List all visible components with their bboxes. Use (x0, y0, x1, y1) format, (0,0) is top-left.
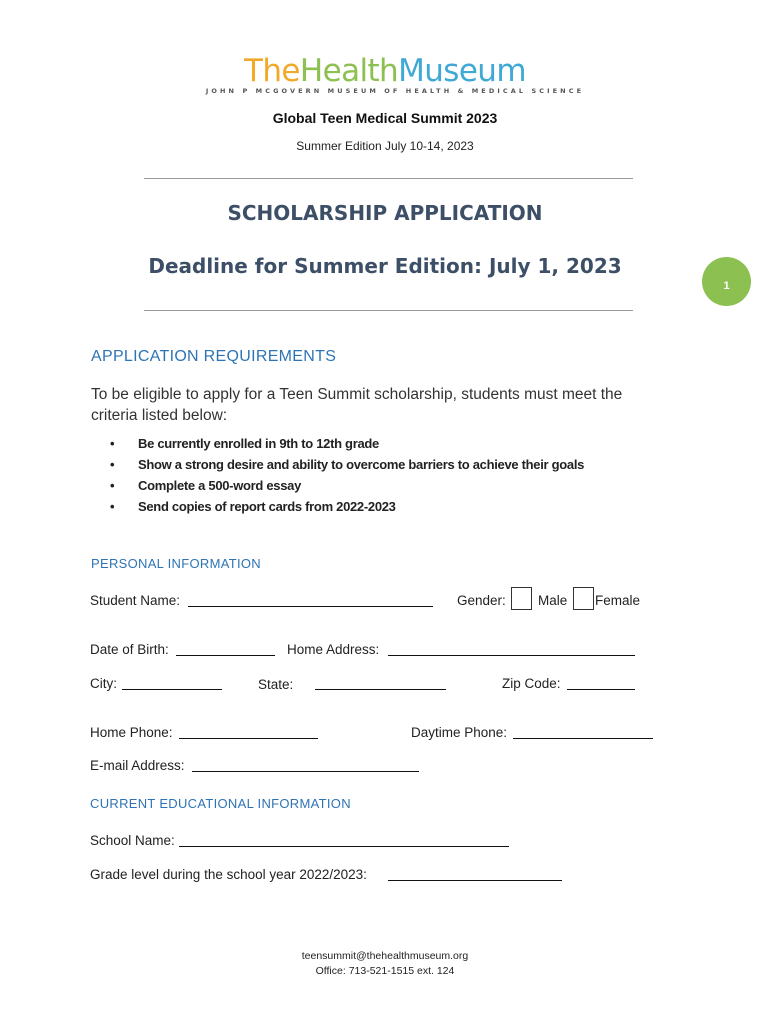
female-checkbox[interactable] (573, 587, 594, 610)
school-name-label: School Name: (90, 833, 175, 848)
city-label: City: (90, 676, 117, 691)
requirements-list (110, 433, 584, 517)
female-label: Female (595, 593, 641, 608)
city-field[interactable] (122, 689, 222, 690)
requirements-heading: APPLICATION REQUIREMENTS (91, 348, 337, 365)
male-checkbox[interactable] (511, 587, 532, 610)
school-name-field[interactable] (179, 846, 509, 847)
logo-the: The (244, 53, 300, 89)
logo-wordmark (0, 54, 770, 88)
dob-field[interactable] (176, 655, 275, 656)
home-address-label: Home Address: (287, 642, 380, 657)
application-title: SCHOLARSHIP APPLICATION (227, 201, 543, 225)
zip-code-field[interactable] (567, 689, 635, 690)
home-address-field[interactable] (388, 655, 635, 656)
list-item: • Send copies of report cards from 2022-2023 (110, 496, 584, 517)
deadline-heading: Deadline for Summer Edition: July 1, 2023 (148, 254, 622, 278)
gender-label: Gender: (457, 593, 506, 608)
logo-museum: Museum (398, 53, 526, 89)
zip-code-label: Zip Code: (502, 676, 561, 691)
list-item: • Be currently enrolled in 9th to 12th grade (110, 433, 584, 454)
divider-bottom (144, 310, 633, 311)
event-subtitle: Summer Edition July 10-14, 2023 (296, 139, 474, 153)
dob-label: Date of Birth: (90, 642, 169, 657)
education-heading: CURRENT EDUCATIONAL INFORMATION (90, 796, 351, 811)
student-name-field[interactable] (188, 606, 433, 607)
museum-logo (0, 54, 770, 95)
email-label: E-mail Address: (90, 758, 185, 773)
page-number-badge: 1 (702, 257, 751, 306)
footer-email[interactable]: teensummit@thehealthmuseum.org (301, 950, 469, 962)
home-phone-label: Home Phone: (90, 725, 173, 740)
daytime-phone-field[interactable] (513, 738, 653, 739)
student-name-label: Student Name: (90, 593, 181, 608)
list-item: • Show a strong desire and ability to overcome barriers to achieve their goals (110, 454, 584, 475)
list-item: • Complete a 500-word essay (110, 475, 584, 496)
state-label: State: (258, 677, 294, 692)
event-title: Global Teen Medical Summit 2023 (272, 110, 498, 126)
footer-office: Office: 713-521-1515 ext. 124 (315, 965, 455, 977)
divider-top (144, 178, 633, 179)
state-field[interactable] (315, 689, 446, 690)
daytime-phone-label: Daytime Phone: (411, 725, 508, 740)
email-field[interactable] (192, 771, 419, 772)
male-label: Male (538, 593, 568, 608)
personal-info-heading: PERSONAL INFORMATION (91, 556, 261, 571)
grade-level-field[interactable] (388, 880, 562, 881)
home-phone-field[interactable] (179, 738, 318, 739)
logo-subtitle: JOHN P MCGOVERN MUSEUM OF HEALTH & MEDICAL SCIENCE (205, 87, 585, 95)
grade-level-label: Grade level during the school year 2022/2023: (90, 867, 367, 882)
logo-health: Health (299, 53, 399, 89)
requirements-intro: To be eligible to apply for a Teen Summit scholarship, students must meet the criteria listed below: (91, 386, 623, 424)
